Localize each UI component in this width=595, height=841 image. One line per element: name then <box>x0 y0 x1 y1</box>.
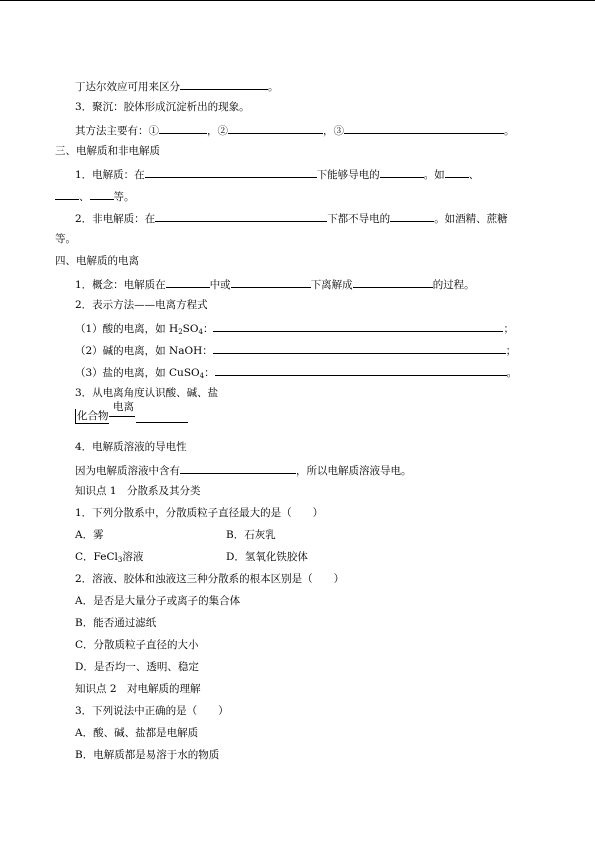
q3-option-b[interactable]: B．电解质都是易溶于水的物质 <box>75 749 220 761</box>
ionization-arrow-label: 电离 <box>113 401 134 413</box>
electrolyte-line <box>75 166 479 182</box>
punct: 、 <box>79 191 90 203</box>
question-2-stem: 2．溶液、胶体和浊液这三种分散系的根本区别是（ ） <box>75 573 345 585</box>
nonelectrolyte-cont: 等。 <box>55 233 76 245</box>
q3-option-a[interactable]: A．酸、碱、盐都是电解质 <box>75 727 199 739</box>
electrolyte-end: 等。 <box>113 191 135 203</box>
blank[interactable] <box>228 122 323 134</box>
blank[interactable] <box>231 276 311 288</box>
conductivity-heading: 4．电解质溶液的导电性 <box>75 441 187 453</box>
subscript: 2 <box>178 328 183 336</box>
section-3-heading: 三、电解质和非电解质 <box>55 145 160 157</box>
blank[interactable] <box>159 122 207 134</box>
concept-end: 的过程。 <box>432 279 475 291</box>
section-4-heading: 四、电解质的电离 <box>55 255 139 267</box>
electrolyte-mid2: 。如 <box>423 169 445 181</box>
q1-option-c-text: C．FeCl <box>75 551 118 563</box>
ionization-view-line: 3．从电离角度认识酸、碱、盐 <box>75 387 219 399</box>
q2-option-b[interactable]: B．能否通过滤纸 <box>75 617 157 629</box>
page-top-rule <box>0 0 595 1</box>
question-3-stem: 3．下列说法中正确的是（ ） <box>75 705 229 717</box>
conductivity-prefix: 因为电解质溶液中含有 <box>75 465 180 477</box>
blank[interactable] <box>180 78 268 90</box>
method-line: 2．表示方法——电离方程式 <box>75 299 208 311</box>
salt-line <box>75 364 517 380</box>
blank[interactable] <box>145 166 317 178</box>
q2-option-a[interactable]: A．是否是大量分子或离子的集合体 <box>75 595 241 607</box>
blank[interactable] <box>390 210 434 222</box>
ionization-arrow-line <box>109 416 135 417</box>
subscript: 4 <box>199 372 205 380</box>
q1-option-c[interactable] <box>75 550 143 564</box>
q1-option-b[interactable]: B．石灰乳 <box>226 529 276 541</box>
subscript: 4 <box>198 328 203 336</box>
blank[interactable] <box>90 188 114 200</box>
base-prefix: （2）碱的电离，如 NaOH： <box>75 345 213 357</box>
coagulation-line: 3．聚沉：胶体形成沉淀析出的现象。 <box>75 101 250 113</box>
blank[interactable] <box>353 276 433 288</box>
blank[interactable] <box>213 320 503 332</box>
nonelectrolyte-mid: 下都不导电的 <box>327 213 391 225</box>
conductivity-end: ，所以电解质溶液导电。 <box>296 465 412 477</box>
acid-prefix: （1）酸的电离，如 H <box>75 323 179 335</box>
answer-blank[interactable] <box>136 422 188 423</box>
blank[interactable] <box>344 122 504 134</box>
blank[interactable] <box>166 276 210 288</box>
blank[interactable] <box>215 364 507 376</box>
punct: ； <box>505 345 517 357</box>
blank[interactable] <box>55 188 79 200</box>
concept-line <box>75 276 475 292</box>
nonelectrolyte-mid2: 。如酒精、蔗糖 <box>434 213 508 225</box>
blank[interactable] <box>380 166 424 178</box>
conductivity-line <box>75 462 412 478</box>
compound-label: 化合物 <box>77 410 109 422</box>
punct: ； <box>503 323 514 335</box>
marker-3: ，③ <box>323 125 344 137</box>
concept-mid: 中或 <box>209 279 231 291</box>
punct: 。 <box>268 81 279 93</box>
tyndall-text: 丁达尔效应可用来区分 <box>75 81 180 93</box>
compound-diagram <box>75 401 205 427</box>
coag-methods-line <box>75 122 515 138</box>
q1-option-a[interactable]: A．雾 <box>75 529 104 541</box>
acid-line <box>75 320 514 336</box>
q1-option-d[interactable]: D．氢氧化铁胶体 <box>226 551 308 563</box>
electrolyte-prefix: 1．电解质：在 <box>75 169 145 181</box>
nonelectrolyte-line <box>75 210 508 226</box>
nonelectrolyte-prefix: 2．非电解质：在 <box>75 213 156 225</box>
blank[interactable] <box>180 462 296 474</box>
punct: ： <box>202 323 214 335</box>
electrolyte-line-cont <box>55 188 135 204</box>
punct: 。 <box>506 367 518 379</box>
knowledge-point-2: 知识点 2 对电解质的理解 <box>75 683 201 695</box>
concept-prefix: 1．概念：电解质在 <box>75 279 166 291</box>
blank[interactable] <box>213 342 506 354</box>
marker-1: ① <box>148 125 159 137</box>
salt-prefix: （3）盐的电离，如 CuSO <box>75 367 200 379</box>
question-1-stem: 1．下列分散系中，分散质粒子直径最大的是（ ） <box>75 507 324 519</box>
subscript: 3 <box>117 556 123 564</box>
concept-mid2: 下离解成 <box>310 279 353 291</box>
base-line <box>75 342 516 358</box>
acid-mid: SO <box>182 323 199 335</box>
marker-2: ，② <box>207 125 228 137</box>
punct: 、 <box>468 169 480 181</box>
q1-option-c-text-post: 溶液 <box>122 551 144 563</box>
punct: 。 <box>504 125 515 137</box>
tyndall-line <box>75 78 279 94</box>
punct: ： <box>204 367 215 379</box>
q2-option-d[interactable]: D．是否均一、透明、稳定 <box>75 661 199 673</box>
coag-methods-prefix: 其方法主要有： <box>75 125 149 137</box>
blank[interactable] <box>155 210 327 222</box>
q2-option-c[interactable]: C．分散质粒子直径的大小 <box>75 639 199 651</box>
knowledge-point-1: 知识点 1 分散系及其分类 <box>75 485 201 497</box>
blank[interactable] <box>445 166 469 178</box>
electrolyte-mid: 下能够导电的 <box>316 169 380 181</box>
